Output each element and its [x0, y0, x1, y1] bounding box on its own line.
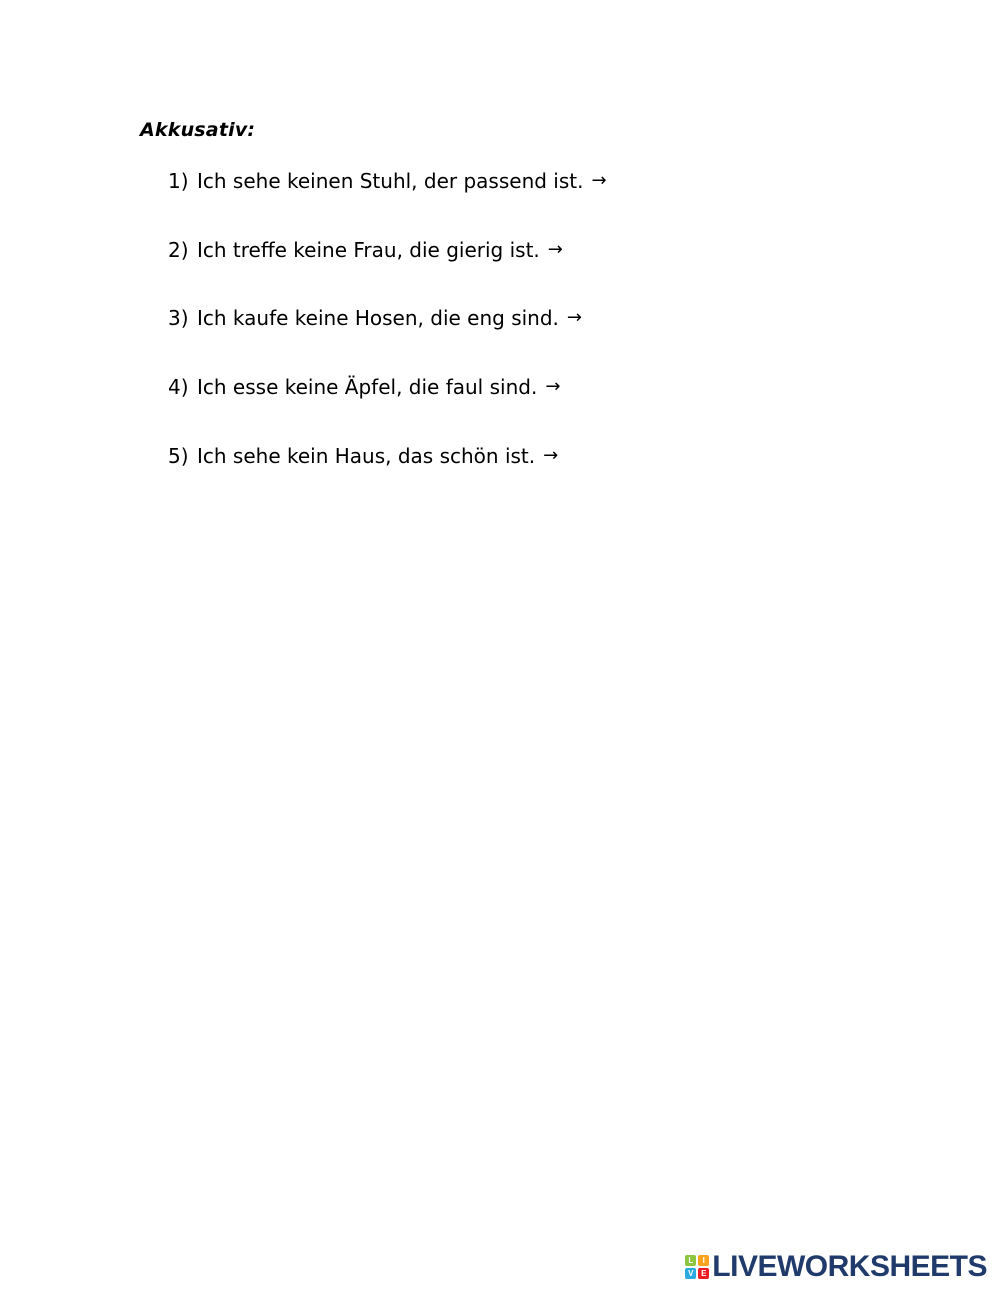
logo-cell: L [685, 1255, 696, 1266]
item-sentence: Ich sehe keinen Stuhl, der passend ist. [197, 169, 584, 193]
section-heading: Akkusativ: [140, 119, 256, 141]
exercise-item [168, 372, 607, 441]
exercise-item [168, 303, 607, 372]
item-sentence: Ich sehe kein Haus, das schön ist. [197, 443, 536, 468]
item-sentence: Ich esse keine Äpfel, die faul sind. [197, 375, 538, 400]
item-sentence: Ich treffe keine Frau, die gierig ist. [197, 237, 540, 262]
arrow-right-icon: → [547, 238, 563, 260]
logo-text: LIVEWORKSHEETS [712, 1250, 987, 1283]
item-sentence: Ich kaufe keine Hosen, die eng sind. [197, 306, 559, 331]
exercise-item [168, 235, 607, 304]
item-number: 2) [168, 237, 189, 262]
logo-cell: V [685, 1268, 696, 1279]
logo-cell: I [698, 1255, 709, 1266]
arrow-right-icon: → [545, 376, 561, 398]
item-number: 5) [168, 443, 189, 468]
item-number: 4) [168, 375, 189, 400]
arrow-right-icon: → [566, 307, 582, 329]
item-number: 1) [168, 169, 189, 193]
exercise-item [168, 441, 607, 510]
logo-mark-icon [685, 1255, 709, 1279]
exercise-list [168, 166, 607, 509]
item-number: 3) [168, 306, 189, 331]
logo-cell: E [698, 1268, 709, 1279]
liveworksheets-logo [685, 1252, 987, 1282]
arrow-right-icon: → [591, 170, 607, 191]
arrow-right-icon: → [543, 444, 559, 466]
exercise-item [168, 166, 607, 235]
